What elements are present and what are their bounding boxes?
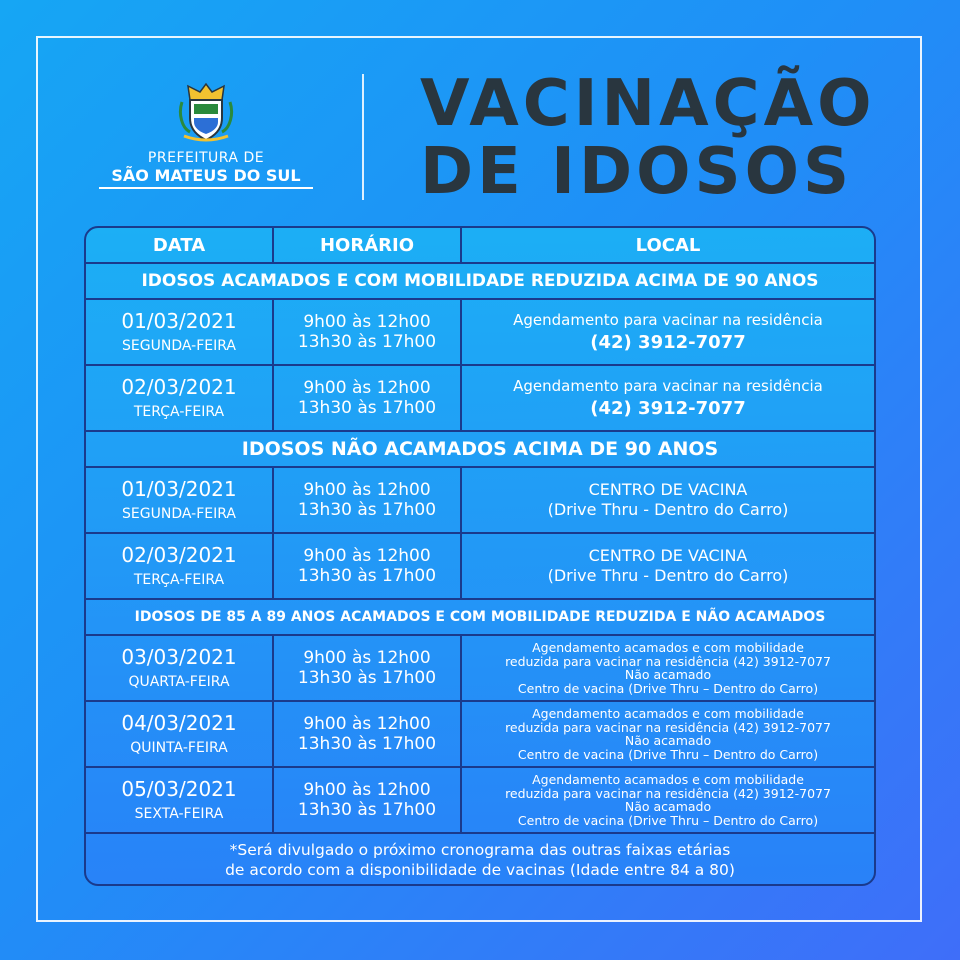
date-cell <box>86 768 274 832</box>
place-line-2: reduzida para vacinar na residência (42) 3912-7077 <box>505 785 831 801</box>
place-line-3: Não acamado <box>624 667 712 682</box>
footnote-row <box>86 834 874 886</box>
morning-time: 9h00 às 12h00 <box>303 480 431 500</box>
place-line-4: Centro de vacina (Drive Thru – Dentro do Carro) <box>517 746 819 762</box>
place-cell <box>462 534 874 598</box>
place-cell <box>462 768 874 832</box>
date-cell <box>86 702 274 766</box>
time-cell <box>274 300 462 364</box>
footnote <box>86 834 874 886</box>
time-cell <box>274 468 462 532</box>
morning-time: 9h00 às 12h00 <box>303 714 431 734</box>
table-row <box>86 636 874 702</box>
title-line-1: VACINAÇÃO <box>420 67 876 141</box>
morning-time: 9h00 às 12h00 <box>303 546 431 566</box>
afternoon-time: 13h30 às 17h00 <box>297 500 437 520</box>
weekday: QUINTA-FEIRA <box>130 740 228 756</box>
time-cell <box>274 534 462 598</box>
place-cell <box>462 702 874 766</box>
date: 02/03/2021 <box>121 543 237 567</box>
header-divider <box>362 74 364 200</box>
brand-line-2: SÃO MATEUS DO SUL <box>111 166 301 185</box>
footnote-line-1: *Será divulgado o próximo cronograma das outras faixas etárias <box>229 841 731 859</box>
afternoon-time: 13h30 às 17h00 <box>297 668 437 688</box>
brand-line-1: PREFEITURA DE <box>147 150 265 166</box>
time-cell <box>274 768 462 832</box>
date: 05/03/2021 <box>121 777 237 801</box>
date: 01/03/2021 <box>121 309 237 333</box>
section-title-row <box>86 264 874 300</box>
title-line-2: DE IDOSOS <box>420 135 854 209</box>
afternoon-time: 13h30 às 17h00 <box>297 734 437 754</box>
place-line-2: reduzida para vacinar na residência (42) 3912-7077 <box>505 653 831 669</box>
place-line-1: Agendamento acamados e com mobilidade <box>532 772 804 787</box>
table-header-row <box>86 228 874 264</box>
place-cell <box>462 636 874 700</box>
afternoon-time: 13h30 às 17h00 <box>297 332 437 352</box>
footnote-line-2: de acordo com a disponibilidade de vacinas (Idade entre 84 a 80) <box>225 861 735 879</box>
place-cell <box>462 366 874 430</box>
table-row <box>86 534 874 600</box>
place-cell <box>462 300 874 364</box>
place-line-3: Não acamado <box>624 799 712 814</box>
place-text: Agendamento para vacinar na residência <box>513 377 823 395</box>
weekday: QUARTA-FEIRA <box>128 674 230 690</box>
section-1-title: IDOSOS ACAMADOS E COM MOBILIDADE REDUZIDA ACIMA DE 90 ANOS <box>141 271 819 291</box>
page-title <box>420 67 890 209</box>
morning-time: 9h00 às 12h00 <box>303 780 431 800</box>
table-row <box>86 366 874 432</box>
date-cell <box>86 636 274 700</box>
header-time: HORÁRIO <box>274 228 462 262</box>
date: 03/03/2021 <box>121 645 237 669</box>
place-detail: (Drive Thru - Dentro do Carro) <box>547 500 789 519</box>
section-title-row <box>86 600 874 636</box>
place-text: Agendamento para vacinar na residência <box>513 311 823 329</box>
brand-underline <box>99 187 313 189</box>
time-cell <box>274 366 462 430</box>
table-row <box>86 768 874 834</box>
place-line-1: Agendamento acamados e com mobilidade <box>532 706 804 721</box>
place-line-4: Centro de vacina (Drive Thru – Dentro do Carro) <box>517 680 819 696</box>
place-line-4: Centro de vacina (Drive Thru – Dentro do Carro) <box>517 812 819 828</box>
afternoon-time: 13h30 às 17h00 <box>297 566 437 586</box>
date: 04/03/2021 <box>121 711 237 735</box>
header-place: LOCAL <box>635 234 701 256</box>
weekday: TERÇA-FEIRA <box>133 404 225 420</box>
morning-time: 9h00 às 12h00 <box>303 648 431 668</box>
time-cell <box>274 636 462 700</box>
schedule-table <box>84 226 876 886</box>
table-row <box>86 702 874 768</box>
brand-logo <box>96 80 316 189</box>
table-row <box>86 468 874 534</box>
date-cell <box>86 366 274 430</box>
morning-time: 9h00 às 12h00 <box>303 312 431 332</box>
phone-number: (42) 3912-7077 <box>590 398 746 419</box>
date: 01/03/2021 <box>121 477 237 501</box>
weekday: SEGUNDA-FEIRA <box>122 506 236 522</box>
section-3-title: IDOSOS DE 85 A 89 ANOS ACAMADOS E COM MOBILIDADE REDUZIDA E NÃO ACAMADOS <box>134 609 826 625</box>
header-date: DATA <box>86 228 274 262</box>
date-cell <box>86 534 274 598</box>
phone-number: (42) 3912-7077 <box>590 332 746 353</box>
place-title: CENTRO DE VACINA <box>588 480 748 499</box>
coat-of-arms-icon <box>174 80 238 144</box>
section-title-row <box>86 432 874 468</box>
afternoon-time: 13h30 às 17h00 <box>297 398 437 418</box>
place-line-3: Não acamado <box>624 733 712 748</box>
place-title: CENTRO DE VACINA <box>588 546 748 565</box>
time-cell <box>274 702 462 766</box>
afternoon-time: 13h30 às 17h00 <box>297 800 437 820</box>
weekday: TERÇA-FEIRA <box>133 572 225 588</box>
date-cell <box>86 300 274 364</box>
place-line-1: Agendamento acamados e com mobilidade <box>532 640 804 655</box>
weekday: SEXTA-FEIRA <box>134 806 224 822</box>
date-cell <box>86 468 274 532</box>
section-2-title: IDOSOS NÃO ACAMADOS ACIMA DE 90 ANOS <box>241 438 719 460</box>
place-line-2: reduzida para vacinar na residência (42) 3912-7077 <box>505 719 831 735</box>
weekday: SEGUNDA-FEIRA <box>122 338 236 354</box>
place-detail: (Drive Thru - Dentro do Carro) <box>547 566 789 585</box>
date: 02/03/2021 <box>121 375 237 399</box>
morning-time: 9h00 às 12h00 <box>303 378 431 398</box>
table-row <box>86 300 874 366</box>
place-cell <box>462 468 874 532</box>
